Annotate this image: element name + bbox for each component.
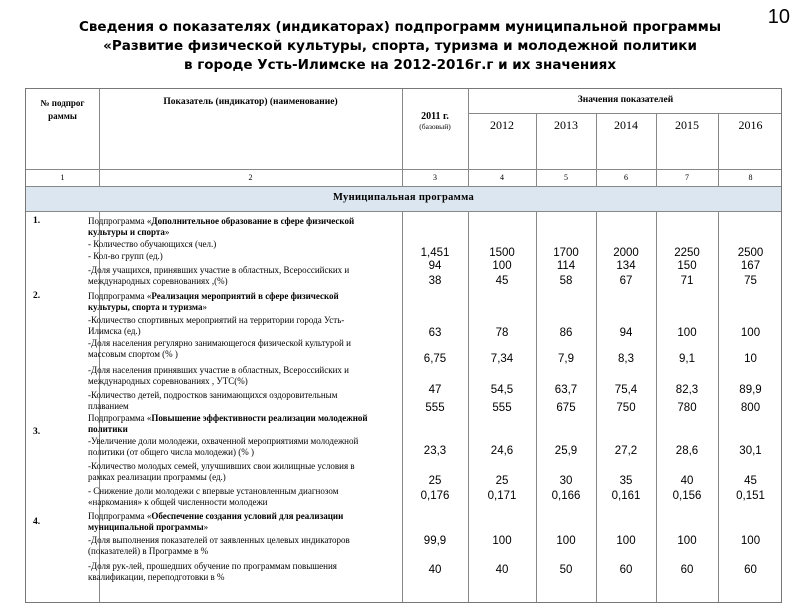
indicator-text: -Количество молодых семей, улучшивших свои жилищные условия в рамках реализации программы (ед.) <box>88 461 355 482</box>
header-number-label: № подпрог раммы <box>40 98 85 121</box>
indicator-value: 0,176 <box>420 490 450 502</box>
indicator-value: 114 <box>556 260 576 272</box>
indicator-value: 800 <box>740 402 761 414</box>
indicator-value: 100 <box>492 535 512 547</box>
indicator-value: 0,156 <box>672 490 702 502</box>
indicator-value: 100 <box>492 260 512 272</box>
indicator-value: 0,171 <box>487 490 517 502</box>
header-number-column <box>26 97 99 123</box>
indicator-value: 134 <box>616 260 636 272</box>
indicator-value: 2500 <box>737 247 764 259</box>
column-number: 7 <box>685 173 689 182</box>
subprogram-prefix: Подпрограмма « <box>88 511 152 521</box>
title-line-3: в городе Усть-Илимске на 2012-2016г.г и их значениях <box>183 57 617 73</box>
indicator-value: 58 <box>559 275 573 287</box>
indicator-value: 9,1 <box>679 353 695 365</box>
grid-line <box>26 211 781 212</box>
subprogram-number: 4. <box>33 517 41 527</box>
indicator-value: 40 <box>680 475 694 487</box>
indicator-value: 10 <box>744 353 757 365</box>
indicator-value: 675 <box>556 402 576 414</box>
indicator-value: 100 <box>740 327 761 339</box>
grid-line <box>468 89 469 602</box>
indicator-value: 40 <box>428 564 442 576</box>
header-indicator-column: Показатель (индикатор) (наименование) <box>163 97 338 107</box>
column-number: 4 <box>500 173 504 182</box>
indicator-value: 780 <box>677 402 697 414</box>
indicator-value: 63,7 <box>554 384 578 396</box>
subprogram-prefix: Подпрограмма « <box>88 413 152 423</box>
column-number: 6 <box>624 173 628 182</box>
section-label: Муниципальная программа <box>332 192 475 203</box>
indicator-value: 25,9 <box>554 445 578 457</box>
indicator-value: 1700 <box>553 247 579 259</box>
indicator-value: 71 <box>680 275 694 287</box>
indicator-value: 2000 <box>613 247 639 259</box>
indicator-value: 100 <box>740 535 761 547</box>
base-year-sub: (базовый) <box>419 122 451 131</box>
indicator-value: 0,151 <box>736 490 765 502</box>
indicator-value: 38 <box>428 275 442 287</box>
indicator-value: 8,3 <box>618 353 634 365</box>
indicator-value: 89,9 <box>739 384 762 396</box>
indicator-text: - Количество обучающихся (чел.) <box>88 239 217 249</box>
indicator-value: 0,161 <box>611 490 641 502</box>
indicators-table <box>25 88 782 603</box>
indicator-value: 50 <box>559 564 573 576</box>
subprogram-name: Обеспечение создания условий для реализации муниципальной программы <box>88 511 344 532</box>
indicator-text: - Кол-во групп (ед.) <box>88 251 163 261</box>
indicator-value: 35 <box>619 475 633 487</box>
header-year-2016: 2016 <box>738 118 763 132</box>
indicator-value: 67 <box>619 275 633 287</box>
indicator-value: 1500 <box>489 247 515 259</box>
column-number: 2 <box>248 173 253 182</box>
title-line-2: «Развитие физической культуры, спорта, туризма и молодежной политики <box>103 38 697 54</box>
indicator-value: 63 <box>428 327 442 339</box>
column-number: 5 <box>564 173 568 182</box>
indicator-value: 40 <box>495 564 509 576</box>
subprogram-heading <box>88 413 378 435</box>
indicator-text: -Доля учащихся, принявших участие в областных, Всероссийских и международных соревнованиях ,(%) <box>88 265 350 286</box>
indicator-value: 555 <box>492 402 512 414</box>
indicator-value: 25 <box>428 475 442 487</box>
indicator-value: 60 <box>619 564 633 576</box>
indicator-value: 750 <box>616 402 636 414</box>
indicator-value: 99,9 <box>423 535 447 547</box>
indicator-value: 54,5 <box>490 384 514 396</box>
document-title <box>0 18 800 75</box>
subprogram-suffix: » <box>202 302 207 312</box>
indicator-value: 24,6 <box>490 445 514 457</box>
indicator-value: 94 <box>619 327 633 339</box>
indicator-value: 94 <box>428 260 442 272</box>
indicator-value: 47 <box>428 384 442 396</box>
indicator-text: - Снижение доли молодежи с впервые установленным диагнозом «наркомания» к общей численности молодежи <box>88 486 339 507</box>
indicator-value: 60 <box>680 564 694 576</box>
indicator-value: 75,4 <box>614 384 638 396</box>
section-band <box>26 187 781 211</box>
indicator-value: 60 <box>744 564 757 576</box>
subprogram-number: 1. <box>33 216 41 226</box>
indicator-value: 82,3 <box>675 384 699 396</box>
indicator-value: 25 <box>495 475 509 487</box>
title-line-1: Сведения о показателях (индикаторах) подпрограмм муниципальной программы <box>78 19 722 35</box>
subprogram-suffix: » <box>203 522 209 532</box>
grid-line <box>468 113 781 114</box>
grid-line <box>26 169 781 170</box>
indicator-value: 100 <box>616 535 636 547</box>
indicator-value: 78 <box>495 327 509 339</box>
indicator-text: -Доля выполнения показателей от заявленных целевых индикаторов (показателей) в Программе в % <box>88 535 350 556</box>
indicator-value: 30 <box>559 475 573 487</box>
subprogram-heading <box>88 216 378 238</box>
subprogram-suffix: » <box>164 227 170 237</box>
indicator-value: 6,75 <box>423 353 447 365</box>
indicator-text: -Количество спортивных мероприятий на территории города Усть-Илимска (ед.) <box>88 315 345 336</box>
header-year-2013: 2013 <box>554 118 578 132</box>
indicator-text: -Доля населения принявших участие в областных, Всероссийских и международных соревнованиях , УТС(%) <box>88 365 349 386</box>
indicator-value: 100 <box>677 327 697 339</box>
indicator-value: 0,166 <box>551 490 581 502</box>
column-number: 8 <box>748 173 753 182</box>
indicator-text: -Количество детей, подростков занимающихся оздоровительным плаванием <box>88 390 338 411</box>
indicator-value: 167 <box>740 260 761 272</box>
indicator-value: 28,6 <box>675 445 699 457</box>
indicator-value: 100 <box>556 535 576 547</box>
subprogram-prefix: Подпрограмма « <box>88 291 152 301</box>
indicator-value: 45 <box>495 275 509 287</box>
indicator-value: 7,9 <box>558 353 574 365</box>
header-base-year <box>402 111 468 131</box>
indicator-text: -Доля рук-лей, прошедших обучение по программам повышения квалификации, переподготовки в % <box>88 561 337 582</box>
page-number: 10 <box>767 6 790 28</box>
indicator-value: 1,451 <box>420 247 450 259</box>
header-year-2012: 2012 <box>490 118 514 132</box>
header-year-2015: 2015 <box>675 118 699 132</box>
indicator-value: 75 <box>744 275 757 287</box>
subprogram-name: Реализация мероприятий в сфере физической культуры, спорта и туризма <box>88 291 339 312</box>
column-number: 1 <box>60 173 65 182</box>
subprogram-name: Повышение эффективности реализации молодежной политики <box>88 413 368 434</box>
indicator-value: 27,2 <box>614 445 638 457</box>
indicator-value: 2250 <box>674 247 700 259</box>
indicator-value: 555 <box>425 402 445 414</box>
indicator-value: 30,1 <box>739 445 762 457</box>
base-year-label: 2011 г. <box>421 111 449 122</box>
indicator-text: -Доля населения регулярно занимающегося физической культурой и массовым спортом (% ) <box>88 338 351 359</box>
column-number: 3 <box>433 173 437 182</box>
grid-line <box>402 89 403 602</box>
subprogram-name: Дополнительное образование в сфере физической культуры и спорта <box>88 216 355 237</box>
indicator-value: 150 <box>677 260 697 272</box>
indicator-value: 100 <box>677 535 697 547</box>
header-values-group: Значения показателей <box>577 95 674 105</box>
subprogram-heading <box>88 291 378 313</box>
indicator-value: 23,3 <box>423 445 447 457</box>
subprogram-prefix: Подпрограмма « <box>88 216 152 226</box>
header-year-2014: 2014 <box>614 118 638 132</box>
indicator-value: 86 <box>559 327 573 339</box>
subprogram-number: 2. <box>33 291 41 301</box>
indicator-value: 7,34 <box>490 353 514 365</box>
indicator-value: 45 <box>744 475 757 487</box>
subprogram-heading <box>88 511 378 533</box>
subprogram-number: 3. <box>33 427 41 437</box>
indicator-text: -Увеличение доли молодежи, охваченной мероприятиями молодежной политики (от общего числа молодежи) (% ) <box>88 436 359 457</box>
